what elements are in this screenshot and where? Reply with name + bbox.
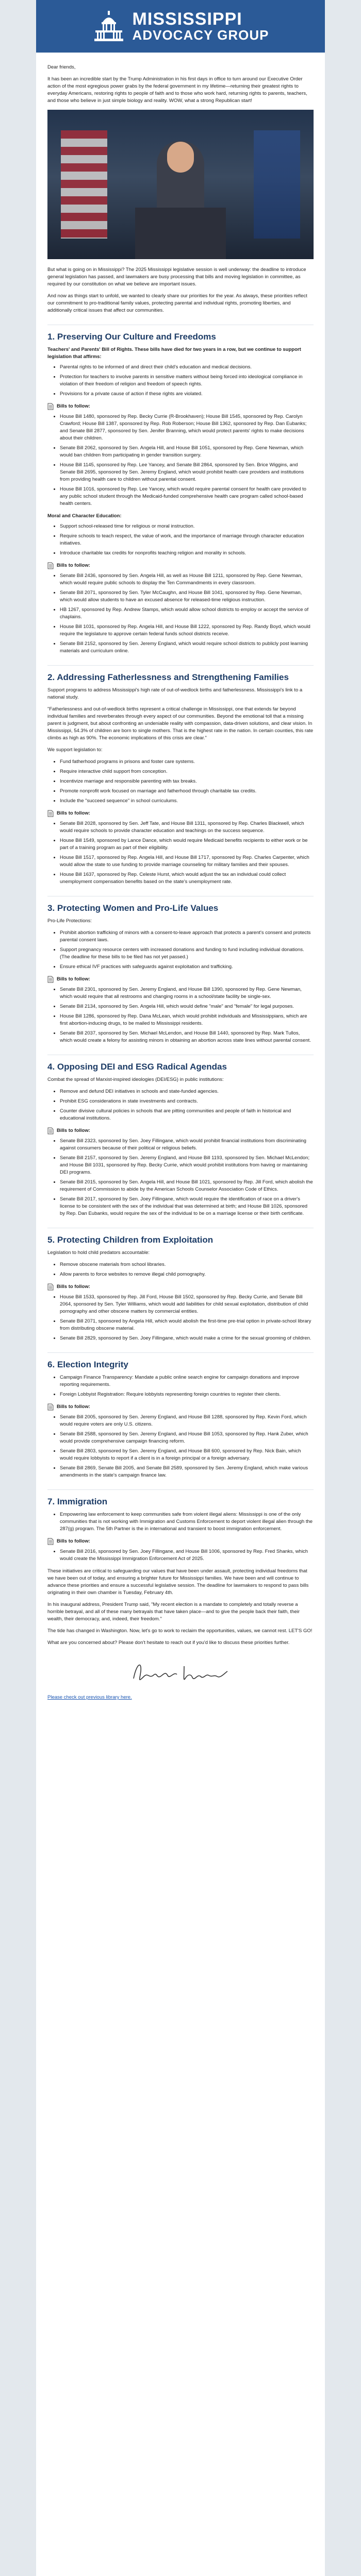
bill-item: • House Bill 1637, sponsored by Rep. Celeste Hurst, which would adjust the tax an individual could collect unemployment compensation benefits based on the state's unemployment rate. [60,871,314,886]
bill-item: • Senate Bill 2829, sponsored by Sen. Joey Fillingane, which would make a crime for the sexual grooming of children. [60,1335,314,1342]
priority-section [47,896,314,1044]
capitol-dome-logo [92,10,125,43]
flag-left [61,130,107,239]
priority-item: • Incentivize marriage and responsible parenting with tax breaks. [60,778,314,785]
bill-list [60,413,314,507]
bill-item: • Senate Bill 2062, sponsored by Sen. Angela Hill, and House Bill 1051, sponsored by Rep. Gene Newman, which would ban children from participating in gender transition surgery. [60,445,314,459]
brand-line-2: ADVOCACY GROUP [132,27,269,43]
priority-item: • Support school-released time for religious or moral instruction. [60,523,314,530]
bills-to-follow-heading [47,1127,314,1134]
intro-paragraph-3: And now as things start to unfold, we wanted to clearly share our priorities for the year. As always, these priorities reflect our commitment to pro-traditional family values, protecting parental and individual rights, promoting liberties, and additionally critical issues that affect our communities. [47,293,307,313]
section-title: 4. Opposing DEI and ESG Radical Agendas [47,1055,314,1072]
bill-item: • Senate Bill 2071, sponsored by Angela Hill, which would abolish the first-time pre-trial option in private-school library from distributing obscene material. [60,1318,314,1332]
bill-item: • Senate Bill 2005, sponsored by Sen. Jeremy England, and House Bill 1288, sponsored by Rep. Kevin Ford, which would require voters are only U.S. citizens. [60,1414,314,1428]
intro-paragraph-2: But what is going on in Mississippi? The 2025 Mississippi legislative session is well underway: the deadline to introduce general legislation has passed, and lawmakers are busy processing that bills and moving legislation in committee, as required by our constitution on what we believe are important issues. [47,267,306,287]
hero-photo [47,110,314,259]
priority-item: • Require schools to teach respect, the value of work, and the importance of marriage through character education initiatives. [60,533,314,547]
document-icon [47,1283,54,1291]
section-title: 3. Protecting Women and Pro-Life Values [47,896,314,913]
bill-item: • Senate Bill 2037, sponsored by Sen. Michael McLendon, and House Bill 1440, sponsored by Rep. Mark Tullos, which would create a felony for assisting minors in obtaining an abortion across state lines without parental consent. [60,1030,314,1044]
bill-list [60,1414,314,1479]
bills-to-follow-label: Bills to follow: [57,976,90,982]
bill-item: • Senate Bill 2869, Senate Bill 2005, and Senate Bill 2589, sponsored by Sen. Jeremy England, which make various amendments in the state's campaign finance law. [60,1465,314,1479]
bill-item: • House Bill 1031, sponsored by Rep. Angela Hill, and House Bill 1222, sponsored by Rep. Randy Boyd, which would require the legislature to approve certain federal funds school districts receive. [60,623,314,638]
section-paragraph: Support programs to address Mississippi's high rate of out-of-wedlock births and fatherlessness. Mississippi's link to a national study. [47,687,303,700]
section-paragraph: Combat the spread of Marxist-inspired ideologies (DEI/ESG) in public institutions: [47,1077,224,1082]
priority-item: • Counter divisive cultural policies in schools that are pitting communities and people of faith in historical and educational institutions. [60,1108,314,1122]
bill-item: • Senate Bill 2803, sponsored by Sen. Jeremy England, and House Bill 600, sponsored by Rep. Nick Bain, which would require lobbyists to report if a client is in a foreign principal or a foreign adversary. [60,1448,314,1462]
document-icon [47,1127,54,1134]
priority-item: • Prohibit ESG considerations in state investments and contracts. [60,1098,314,1105]
section-title: 5. Protecting Children from Exploitation [47,1228,314,1245]
bills-to-follow-label: Bills to follow: [57,810,90,816]
priority-list [60,929,314,971]
section-subheading: Moral and Character Education: [47,513,122,519]
masthead [36,0,325,53]
bills-to-follow-heading [47,976,314,983]
section-paragraph: Pro-Life Protections: [47,918,92,924]
bills-to-follow-heading [47,1283,314,1291]
priority-item: • Fund fatherhood programs in prisons and foster care systems. [60,758,314,766]
bill-list [60,986,314,1044]
priority-item: • Provisions for a private cause of action if these rights are violated. [60,391,314,398]
priority-item: • Support pregnancy resource centers with increased donations and funding to fund including individual donations. (The deadline for these bills to be filed has not yet passed.) [60,946,314,961]
section-paragraph: We support legislation to: [47,747,103,753]
handwritten-signature [126,1656,235,1688]
priority-item: • Parental rights to be informed of and direct their child's education and medical decisions. [60,364,314,371]
bill-list [60,820,314,886]
bill-item: • House Bill 1549, sponsored by Lance Dance, which would require Medicaid benefits recipients to either work or be part of a training program as part of their eligibility. [60,837,314,852]
priority-section [47,325,314,655]
bill-item: • Senate Bill 2152, sponsored by Sen. Jeremy England, which would require school districts to publicly post learning materials and curriculum online. [60,640,314,655]
section-title: 2. Addressing Fatherlessness and Strengthening Families [47,665,314,683]
greeting: Dear friends, [47,64,76,70]
priority-item: • Ensure ethical IVF practices with safeguards against exploitation and trafficking. [60,963,314,971]
bills-to-follow-heading [47,1403,314,1411]
flag-right [254,130,300,239]
priority-item: • Promote nonprofit work focused on marriage and fatherhood through charitable tax credits. [60,788,314,795]
bill-item: • House Bill 1517, sponsored by Rep. Angela Hill, and House Bill 1717, sponsored by Rep. Charles Carpenter, which would allow the state to use funding to provide marriage counseling for military families and their spouses. [60,854,314,869]
document-icon [47,1538,54,1545]
bill-list [60,1138,314,1217]
document-icon [47,976,54,983]
document-icon [47,562,54,569]
section-subheading: Teachers' and Parents' Bill of Rights. These bills have died for two years in a row, but we continue to support legislation that affirms: [47,347,301,360]
priority-section [47,1055,314,1217]
section-title: 7. Immigration [47,1489,314,1507]
bill-list [60,1548,314,1563]
bill-item: • Senate Bill 2015, sponsored by Sen. Angela Hill, and House Bill 1021, sponsored by Rep. Jill Ford, which abolish the requirement of Commission to abide by the American Schools Counselor Association Code of Ethics. [60,1179,314,1193]
priority-list [60,758,314,805]
document-icon [47,1403,54,1411]
bill-item: • Senate Bill 2016, sponsored by Sen. Joey Fillingane, and House Bill 1006, sponsored by Rep. Fred Shanks, which would create the Mississippi Immigration Enforcement Act of 2025. [60,1548,314,1563]
priority-list [60,1511,314,1533]
priority-item: • Prohibit abortion trafficking of minors with a consent-to-leave approach that protects a parent's consent and protects parental consent laws. [60,929,314,944]
bills-to-follow-heading [47,1538,314,1545]
bills-to-follow-heading [47,810,314,817]
priority-item: • Foreign Lobbyist Registration: Require lobbyists representing foreign countries to register their clients. [60,1391,314,1398]
priority-list [60,364,314,398]
speaker-face [167,142,194,173]
bills-to-follow-label: Bills to follow: [57,1538,90,1544]
bill-item: • Senate Bill 2157, sponsored by Sen. Jeremy England, and House Bill 1193, sponsored by Sen. Michael McLendon; and House Bill 1031, sponsored by Rep. Becky Currie, which would prohibit institutions from having or maintaining DEI programs. [60,1155,314,1176]
bill-item: • Senate Bill 2301, sponsored by Sen. Jeremy England, and House Bill 1390, sponsored by Rep. Gene Newman, which would require that all restrooms and changing rooms in a school/state facility be single-sex. [60,986,314,1001]
bill-item: • House Bill 1480, sponsored by Rep. Becky Currie (R-Brookhaven); House Bill 1545, sponsored by Rep. Carolyn Crawford; House Bill 1387, sponsored by Rep. Rob Roberson; House Bill 1362, sponsored by Rep. Dan Eubanks; and Senate Bill 2877, sponsored by Sen. Jenifer Branning, which would protect parents' rights to make decisions about their children. [60,413,314,442]
priority-list [60,523,314,557]
bill-item: • Senate Bill 2588, sponsored by Sen. Jeremy England, and House Bill 1053, sponsored by Rep. Hank Zuber, which would provide comprehensive campaign financing reform. [60,1431,314,1445]
priority-sections [47,325,314,1563]
document-icon [47,403,54,410]
closing-paragraph-2: In his inaugural address, President Trump said, "My recent election is a mandate to completely and totally reverse a horrible betrayal, and all of these many betrayals that have taken place—and to give the people back their faith, their wealth, their democracy, and, indeed, their freedom." [47,1602,300,1622]
priority-item: • Protection for teachers to involve parents in sensitive matters without being forced into ideological compliance in violation of their freedom of religion and freedom of speech rights. [60,374,314,388]
priority-item: • Remove obscene materials from school libraries. [60,1261,314,1268]
bill-list [60,572,314,655]
bills-to-follow-label: Bills to follow: [57,403,90,409]
newsletter [36,0,325,2576]
priority-item: • Remove and defund DEI initiatives in schools and state-funded agencies. [60,1088,314,1095]
previous-library-link[interactable]: Please check out previous library here. [47,1694,132,1700]
closing-paragraph-4: What are you concerned about? Please don't hesitate to reach out if you'd like to discuss these priorities further. [47,1640,290,1646]
priority-item: • Allow parents to force websites to remove illegal child pornography. [60,1271,314,1278]
priority-section [47,1489,314,1563]
intro-paragraph-1: It has been an incredible start by the Trump Administration in his first days in office to turn around our Executive Order action of the most egregious power grabs by the federal government in my lifetime—returning their greatest rights to everyday Americans, restoring rights to people of faith and to those who work hard, returning rights to parents, teachers, and those who believe in just simple biology and reality. WOW, what a strong Republican start! [47,76,307,104]
priority-item: • Empowering law enforcement to keep communities safe from violent illegal aliens: Mississippi is one of the only communities that is not working with Immigration and Customs Enforcement to deport violent illegal alien through the 287(g) program. The 5th Partner is the in international and transient to boost immigration enforcement. [60,1511,314,1533]
bills-to-follow-label: Bills to follow: [57,563,90,568]
bill-item: • HB 1267, sponsored by Rep. Andrew Stamps, which would allow school districts to employ or accept the service of chaplains. [60,606,314,621]
closing-paragraph-1: These initiatives are critical to safeguarding our values that have been under assault, protecting individual freedoms that we have been out of today, and ensuring a brighter future for Mississippi families. We have been and will continue to advance these priorities and ensure a successful legislative session. The deadline for lawmakers to respond to pass bills originating in their own chamber is Tuesday, February 4th. [47,1568,309,1596]
section-title: 1. Preserving Our Culture and Freedoms [47,325,314,342]
priority-item: • Introduce charitable tax credits for nonprofits teaching religion and morality in schools. [60,550,314,557]
document-icon [47,810,54,817]
brand-line-1: MISSISSIPPI [132,9,242,29]
bill-list [60,1294,314,1342]
priority-section [47,1352,314,1479]
priority-item: • Campaign Finance Transparency: Mandate a public online search engine for campaign donations and improve reporting requirements. [60,1374,314,1388]
bill-item: • House Bill 1016, sponsored by Rep. Lee Yancey, which would require parental consent for health care provided to any public school student through the Medicaid-funded comprehensive health care program called school-based health centers. [60,486,314,507]
section-paragraph: Legislation to hold child predators accountable: [47,1250,150,1256]
closing-paragraph-3: The tide has changed in Washington. Now, let's go to work to reclaim the opportunities, values, we cannot rest. LET'S GO! [47,1628,313,1634]
priority-list [60,1374,314,1398]
bills-to-follow-label: Bills to follow: [57,1404,90,1410]
bills-to-follow-label: Bills to follow: [57,1128,90,1133]
letter-body [36,53,325,1726]
bill-item: • Senate Bill 2028, sponsored by Sen. Jeff Tate, and House Bill 1311, sponsored by Rep. Charles Blackwell, which would require schools to provide character education and teachings on the success sequence. [60,820,314,835]
bills-to-follow-heading [47,562,314,569]
bill-item: • Senate Bill 2323, sponsored by Sen. Joey Fillingane, which would prohibit financial institutions from discriminating against consumers because of their political or religious beliefs. [60,1138,314,1152]
priority-item: • Require interactive child support from conception. [60,768,314,775]
bill-item: • Senate Bill 2436, sponsored by Sen. Angela Hill, as well as House Bill 1211, sponsored by Rep. Gene Newman, which would require public schools to display the Ten Commandments in every classroom. [60,572,314,587]
section-paragraph: "Fatherlessness and out-of-wedlock births represent a critical challenge in Mississippi, one that extends far beyond individual families and reverberates through every aspect of our communities. Beyond the emotional toll that a missing parent is judgment, but about confronting an undeniable reality with compassion, data-driven solutions, and clear vision. In Mississippi, 54.3% of children are born to single mothers. That is the highest rate in the nation. In certain counties, this rate climbs as high as 90%. The economic implications of this crisis are clear." [47,706,314,741]
priority-item: • Include the "succeed sequence" in school curriculums. [60,798,314,805]
priority-list [60,1088,314,1122]
brand-wordmark [133,10,269,42]
bill-item: • House Bill 1533, sponsored by Rep. Jill Ford, House Bill 1502, sponsored by Rep. Becky Currie, and Senate Bill 2064, sponsored by Sen. Tyler Williams, which would add liabilities for child sexual exploitation, distribution of child pornography and other obscene matters by commercial entities. [60,1294,314,1315]
bill-item: • Senate Bill 2134, sponsored by Sen. Angela Hill, which would define "male" and "female" for legal purposes. [60,1003,314,1010]
priority-section [47,665,314,886]
section-title: 6. Election Integrity [47,1352,314,1370]
podium [135,208,226,259]
priority-list [60,1261,314,1278]
bills-to-follow-heading [47,403,314,410]
bill-item: • Senate Bill 2071, sponsored by Sen. Tyler McCaughn, and House Bill 1041, sponsored by Rep. Gene Newman, which would allow students to have an excused absence for released-time religious instruction. [60,589,314,604]
bill-item: • Senate Bill 2017, sponsored by Sen. Joey Fillingane, which would require the identification of race on a driver's license to be consistent with the sex of the individual that was determined at birth; and House Bill 1026, sponsored by Rep. Dan Eubanks, would require the sex of the individual to be on a marriage license or their birth certificate. [60,1196,314,1217]
bills-to-follow-label: Bills to follow: [57,1284,90,1290]
priority-section [47,1228,314,1342]
bill-item: • House Bill 1145, sponsored by Rep. Lee Yancey, and Senate Bill 2864, sponsored by Sen. Brice Wiggins, and Senate Bill 2695, sponsored by Sen. Jeremy England, which would prohibit health care providers and institutions from providing health care to children without parental consent. [60,462,314,483]
bill-item: • House Bill 1286, sponsored by Rep. Dana McLean, which would prohibit individuals and Mississippians, which are first abortion-inducing drugs, to be mailed to Mississippi residents. [60,1013,314,1027]
